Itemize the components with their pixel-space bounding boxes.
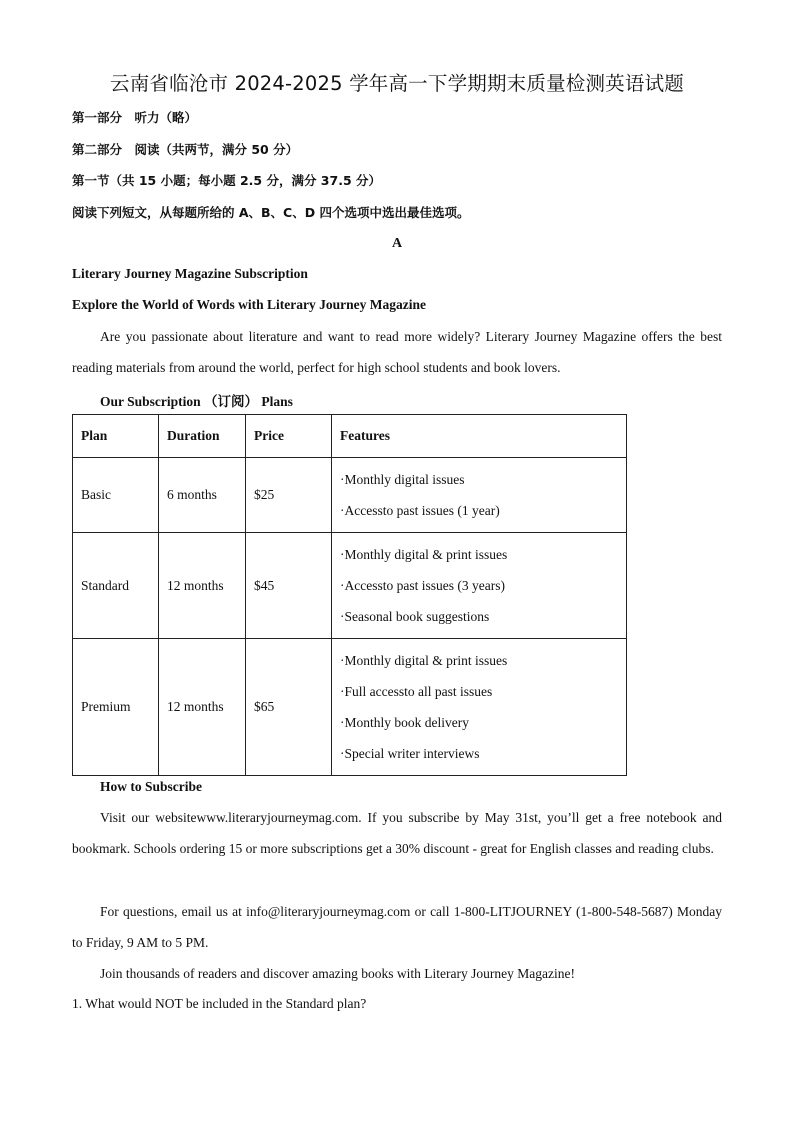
passage-subheading: Explore the World of Words with Literary Journey Magazine [72, 297, 426, 312]
cell-duration: 12 months [159, 639, 246, 776]
table-header-row [73, 415, 627, 458]
how-to-subscribe-paragraph: Visit our websitewww.literaryjourneymag.com. If you subscribe by May 31st, you’ll get a free notebook and bookmark. Schools ordering 15 or more subscriptions get a 30% discount - great for English classes and reading clubs. [72, 810, 722, 856]
feature-item: ·Seasonal book suggestions [340, 609, 490, 624]
section1-heading: 第一节（共 15 小题；每小题 2.5 分，满分 37.5 分） [72, 173, 381, 188]
header-price: Price [246, 415, 332, 458]
feature-item: ·Monthly digital issues [340, 472, 465, 487]
closing-paragraph: Join thousands of readers and discover amazing books with Literary Journey Magazine! [100, 966, 575, 981]
header-features: Features [332, 415, 627, 458]
cell-duration: 6 months [159, 458, 246, 533]
feature-item: ·Accessto past issues (1 year) [340, 503, 500, 518]
cell-price: $25 [246, 458, 332, 533]
page-title: 云南省临沧市 2024-2025 学年高一下学期期末质量检测英语试题 [110, 72, 684, 95]
feature-item: ·Monthly digital & print issues [340, 547, 508, 562]
cell-price: $45 [246, 533, 332, 639]
table-row [73, 639, 627, 776]
feature-item: ·Full accessto all past issues [340, 684, 493, 699]
cell-features [332, 533, 627, 639]
table-row [73, 533, 627, 639]
feature-item: ·Monthly digital & print issues [340, 653, 508, 668]
passage-heading: Literary Journey Magazine Subscription [72, 266, 308, 281]
header-duration: Duration [159, 415, 246, 458]
feature-item: ·Monthly book delivery [340, 715, 469, 730]
cell-plan: Premium [73, 639, 159, 776]
table-row [73, 458, 627, 533]
part2-heading: 第二部分 阅读（共两节，满分 50 分） [72, 142, 299, 157]
part1-heading: 第一部分 听力（略） [72, 110, 198, 125]
feature-item: ·Accessto past issues (3 years) [340, 578, 505, 593]
plans-title: Our Subscription （订阅） Plans [100, 394, 293, 409]
cell-features [332, 639, 627, 776]
feature-item: ·Special writer interviews [340, 746, 480, 761]
instruction: 阅读下列短文，从每题所给的 A、B、C、D 四个选项中选出最佳选项。 [72, 205, 470, 220]
contact-paragraph: For questions, email us at info@literaryjourneymag.com or call 1-800-LITJOURNEY (1-800-548-5687) Monday to Friday, 9 AM to 5 PM. [72, 904, 722, 950]
cell-price: $65 [246, 639, 332, 776]
cell-plan: Standard [73, 533, 159, 639]
subscription-table [72, 414, 627, 776]
question-1: 1. What would NOT be included in the Standard plan? [72, 996, 367, 1011]
passage-label: A [391, 236, 403, 251]
how-to-subscribe-heading: How to Subscribe [100, 779, 203, 794]
cell-duration: 12 months [159, 533, 246, 639]
cell-plan: Basic [73, 458, 159, 533]
header-plan: Plan [73, 415, 159, 458]
intro-paragraph: Are you passionate about literature and want to read more widely? Literary Journey Magazine offers the best reading materials from around the world, perfect for high school students and book lovers. [72, 329, 722, 375]
cell-features [332, 458, 627, 533]
